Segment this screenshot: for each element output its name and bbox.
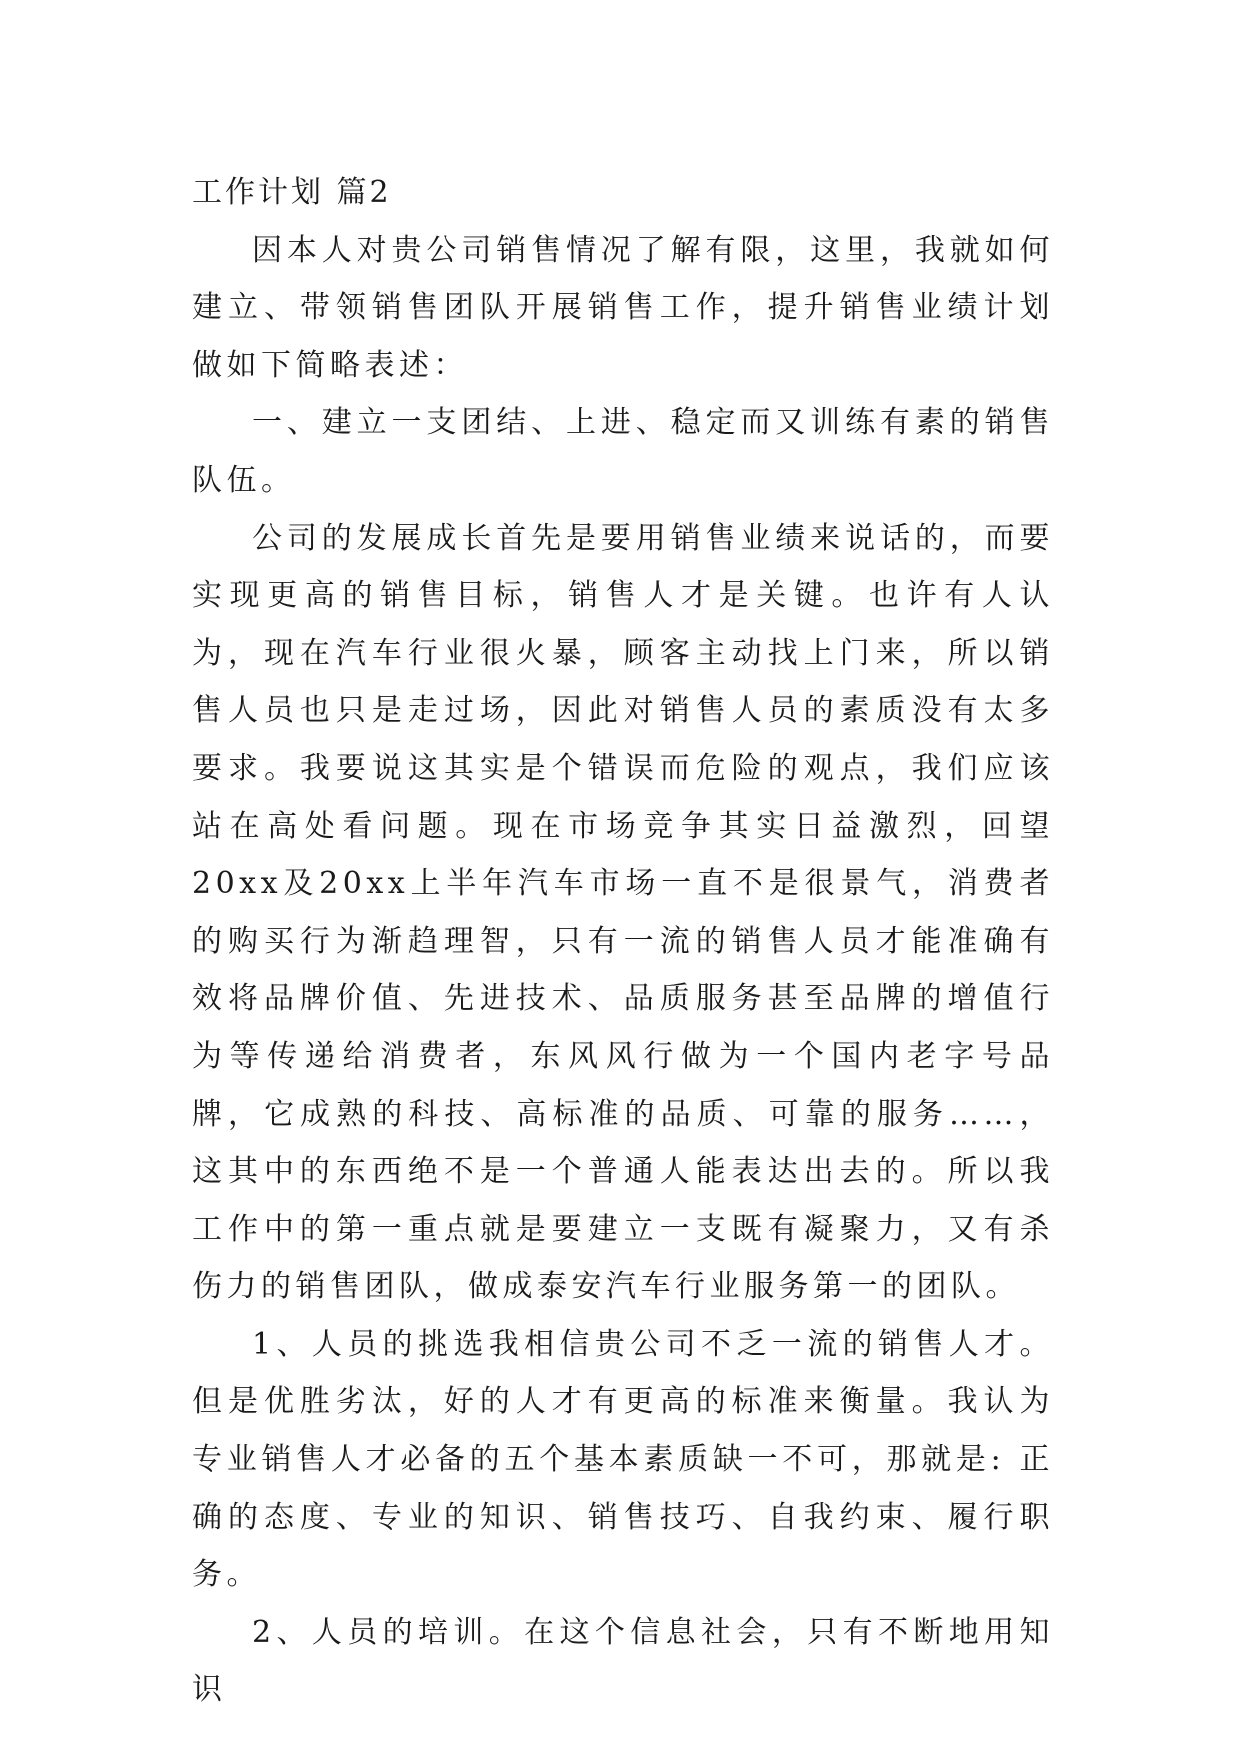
document-heading: 工作计划 篇2 [192,175,392,210]
paragraph-staff-training: 2、人员的培训。在这个信息社会，只有不断地用知识 [192,1614,1054,1708]
paragraph-sales-talent: 公司的发展成长首先是要用销售业绩来说话的，而要实现更高的销售目标，销售人才是关键。也许有人认为，现在汽车行业很火暴，顾客主动找上门来，所以销售人员也只是走过场，因此对销售人员的素质没有太多要求。我要说这其实是个错误而危险的观点，我们应该站在高处看问题。现在市场竞争其实日益激烈，回望20xx及20xx上半年汽车市场一直不是很景气，消费者的购买行为渐趋理智，只有一流的销售人员才能准确有效将品牌价值、先进技术、品质服务甚至品牌的增值行为等传递给消费者，东风风行做为一个国内老字号品牌，它成熟的科技、高标准的品质、可靠的服务……，这其中的东西绝不是一个普通人能表达出去的。所以我工作中的第一重点就是要建立一支既有凝聚力，又有杀伤力的销售团队，做成泰安汽车行业服务第一的团队。 [192,520,1054,1305]
document-body [192,164,1054,1719]
paragraph-staff-selection: 1、人员的挑选我相信贵公司不乏一流的销售人才。但是优胜劣汰，好的人才有更高的标准来衡量。我认为专业销售人才必备的五个基本素质缺一不可，那就是: 正确的态度、专业的知识、销售技巧、自我约束、履行职务。 [192,1326,1054,1593]
paragraph-intro: 因本人对贵公司销售情况了解有限，这里，我就如何建立、带领销售团队开展销售工作，提升销售业绩计划做如下简略表述： [192,232,1054,383]
paragraph-section-one-title: 一、建立一支团结、上进、稳定而又训练有素的销售队伍。 [192,405,1054,498]
